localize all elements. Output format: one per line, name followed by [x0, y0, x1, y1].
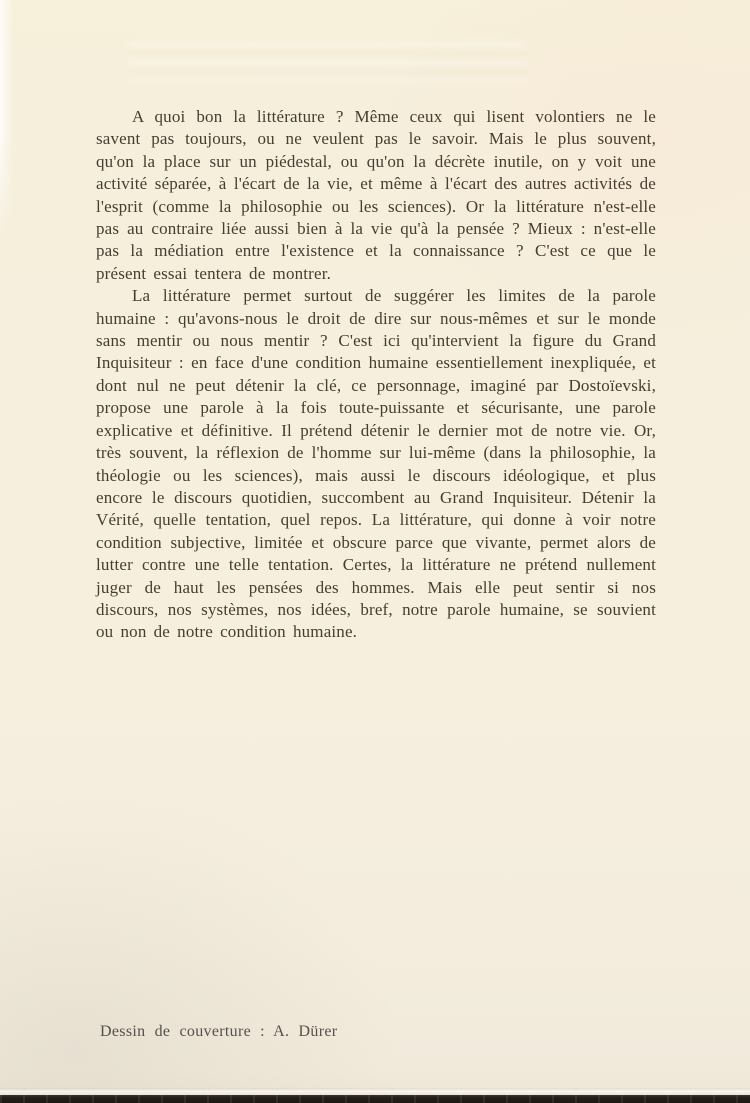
page-bottom-edge	[0, 1088, 750, 1095]
body-text-block	[96, 106, 656, 644]
scan-background-strip	[0, 1095, 750, 1103]
show-through-ghost	[128, 42, 528, 82]
paragraph-2: La littérature permet surtout de suggérer les limites de la parole humaine : qu'avons-nous le droit de dire sur nous-mêmes et sur le monde sans mentir ou nous mentir ? C'est ici qu'intervient la figure du Grand Inquisiteur : en face d'une condition humaine essentiellement inexpliquée, et dont nul ne peut détenir la clé, ce personnage, imaginé par Dostoïevski, propose une parole à la fois toute-puissante et sécurisante, une parole explicative et définitive. Il prétend détenir le dernier mot de notre vie. Or, très souvent, la réflexion de l'homme sur lui-même (dans la philosophie, la théologie ou les sciences), mais aussi le discours idéologique, et plus encore le discours quotidien, succombent au Grand Inquisiteur. Détenir la Vérité, quelle tentation, quel repos. La littérature, qui donne à voir notre condition subjective, limitée et obscure parce que vivante, permet alors de lutter contre une telle tentation. Certes, la littérature ne prétend nullement juger de haut les pensées des hommes. Mais elle peut sentir si nos discours, nos systèmes, nos idées, bref, notre parole humaine, se souvient ou non de notre condition humaine.	[96, 286, 656, 642]
cover-credit-line: Dessin de couverture : A. Dürer	[100, 1023, 338, 1040]
page-edge-highlight	[0, 0, 14, 240]
paragraph-1: A quoi bon la littérature ? Même ceux qui lisent volontiers ne le savent pas toujours, ou ne veulent pas le savoir. Mais le plus souvent, qu'on la place sur un piédestal, ou qu'on la décrète inutile, on y voit une activité séparée, à l'écart de la vie, et même à l'écart des autres activités de l'esprit (comme la philosophie ou les sciences). Or la littérature n'est-elle pas au contraire liée aussi bien à la vie qu'à la pensée ? Mieux : n'est-elle pas la médiation entre l'existence et la connaissance ? C'est ce que le présent essai tentera de montrer.	[96, 107, 656, 283]
